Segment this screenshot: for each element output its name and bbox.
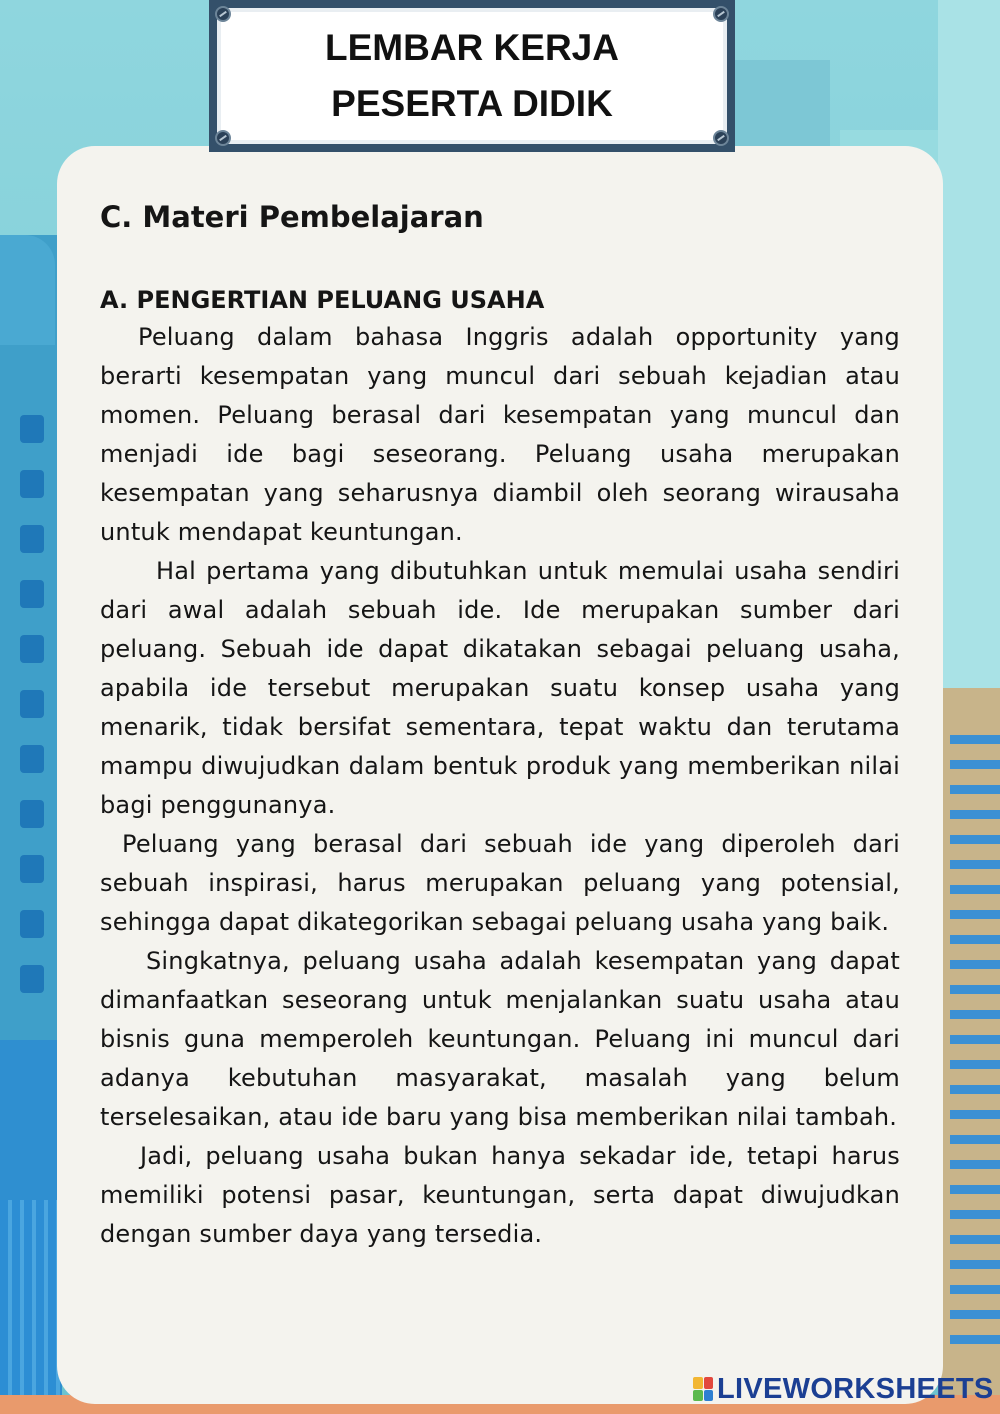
building-stripe [950,960,1000,969]
background-building-right [938,0,1000,690]
building-stripe [950,1185,1000,1194]
spacer [100,242,900,282]
building-window [20,415,44,443]
building-stripe [950,785,1000,794]
building-stripe [950,1285,1000,1294]
building-stripe [950,1335,1000,1344]
background-building-right-lower [938,688,1000,1414]
paragraph-5: Jadi, peluang usaha bukan hanya sekadar ide, tetapi harus memiliki potensi pasar, keuntungan, serta dapat diwujudkan dengan sumber daya yang tersedia. [100,1142,900,1248]
paragraph-4: Singkatnya, peluang usaha adalah kesempatan yang dapat dimanfaatkan seseorang untuk menjalankan suatu usaha atau bisnis guna memperoleh keuntungan. Peluang ini muncul dari adanya kebutuhan masyarakat, masalah yang belum terselesaikan, atau ide baru yang bisa memberikan nilai tambah. [100,947,900,1131]
subsection-title: A. PENGERTIAN PELUANG USAHA [100,286,545,314]
title-plaque [209,0,735,152]
paragraph-2: Hal pertama yang dibutuhkan untuk memulai usaha sendiri dari awal adalah sebuah ide. Ide merupakan sumber dari peluang. Sebuah ide dapat dikatakan sebagai peluang usaha, apabila ide tersebut merupakan suatu konsep usaha yang menarik, tidak bersifat sementara, tepat waktu dan terutama mampu diwujudkan dalam bentuk produk yang memberikan nilai bagi penggunanya. [100,557,900,819]
title-panel [217,8,727,144]
building-stripe [950,1235,1000,1244]
screw-icon [713,130,729,146]
building-window [20,525,44,553]
building-stripe [950,1135,1000,1144]
building-window [20,965,44,993]
building-window [20,800,44,828]
building-window [20,745,44,773]
building-stripe [950,910,1000,919]
building-stripe [950,1060,1000,1069]
building-stripe [950,760,1000,769]
building-stripe [950,1110,1000,1119]
building-stripe [950,835,1000,844]
building-stripe [950,1310,1000,1319]
building-window [20,690,44,718]
page-title-line-1: LEMBAR KERJA [325,27,619,68]
liveworksheets-logo-icon [693,1377,713,1401]
screw-icon [713,6,729,22]
building-window [20,580,44,608]
building-stripe [950,1210,1000,1219]
liveworksheets-brand[interactable] [693,1373,994,1405]
paragraph-1: Peluang dalam bahasa Inggris adalah opportunity yang berarti kesempatan yang muncul dari sebuah kejadian atau momen. Peluang berasal dari kesempatan yang muncul dan menjadi ide bagi seseorang. Peluang usaha merupakan kesempatan yang seharusnya diambil oleh seorang wirausaha untuk mendapat keuntungan. [100,323,900,546]
building-stripe [950,1085,1000,1094]
background-building-left-top [0,235,55,345]
building-stripe [950,810,1000,819]
screw-icon [215,130,231,146]
section-title: C. Materi Pembelajaran [100,200,484,234]
brand-name: LIVEWORKSHEETS [717,1372,994,1405]
page-title-line-2: PESERTA DIDIK [331,83,613,124]
background-building-grid [0,1200,60,1400]
building-window [20,470,44,498]
building-stripe [950,885,1000,894]
building-stripe [950,1010,1000,1019]
worksheet-content [100,192,900,1254]
building-window [20,855,44,883]
building-window [20,635,44,663]
building-stripe [950,1160,1000,1169]
building-stripe [950,735,1000,744]
building-stripe [950,860,1000,869]
building-stripe [950,1260,1000,1269]
screw-icon [215,6,231,22]
building-stripe [950,1035,1000,1044]
building-stripe [950,985,1000,994]
building-window [20,910,44,938]
paragraph-3: Peluang yang berasal dari sebuah ide yang diperoleh dari sebuah inspirasi, harus merupakan peluang yang potensial, sehingga dapat dikategorikan sebagai peluang usaha yang baik. [100,830,900,936]
building-stripe [950,935,1000,944]
